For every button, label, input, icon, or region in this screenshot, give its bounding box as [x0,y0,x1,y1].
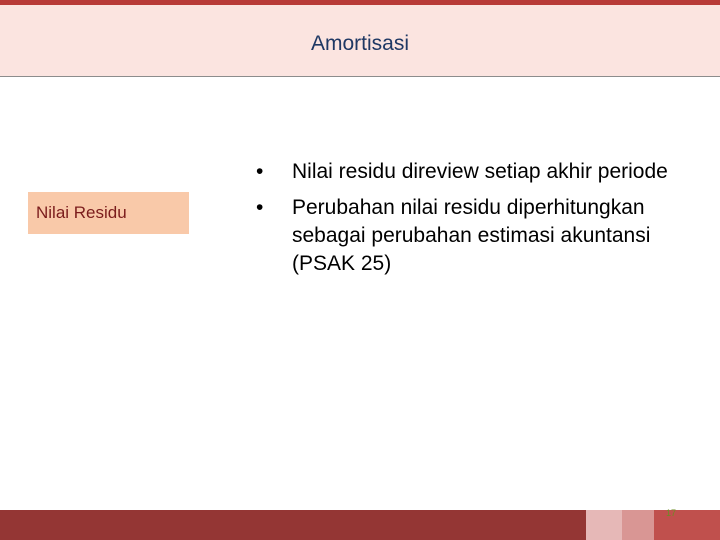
footer-segment-light [586,510,622,540]
bullet-text: Nilai residu direview setiap akhir periode [292,160,668,183]
label-box [28,192,189,234]
title-band [0,5,720,77]
bullet-list [252,158,692,286]
footer-segment-mid [622,510,654,540]
bullet-text: Perubahan nilai residu diperhitungkan sebagai perubahan estimasi akuntansi (PSAK 25) [292,196,651,275]
bullet-icon: • [256,196,264,219]
page-number: 17 [665,508,676,518]
label-text: Nilai Residu [36,203,127,222]
bullet-item [252,194,692,278]
footer-band [0,510,720,540]
bullet-item [252,158,692,186]
page-title: Amortisasi [310,32,410,55]
bullet-icon: • [256,160,264,183]
footer-main-bar [0,510,586,540]
